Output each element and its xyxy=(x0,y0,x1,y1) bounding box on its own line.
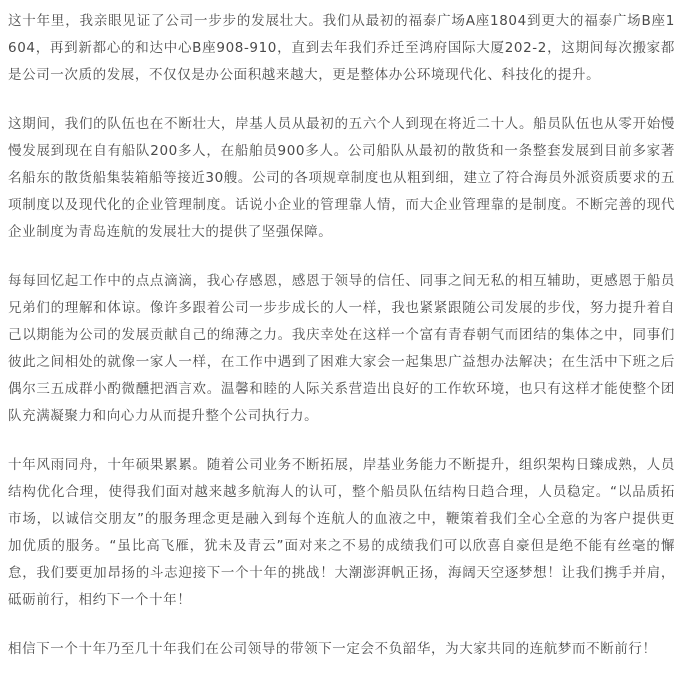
paragraph-5: 相信下一个十年乃至几十年我们在公司领导的带领下一定会不负韶华，为大家共同的连航梦而不断前行！ xyxy=(8,641,657,657)
paragraph-4: 十年风雨同舟，十年硕果累累。随着公司业务不断拓展，岸基业务能力不断提升，组织架构日臻成熟，人员结构优化合理，使得我们面对越来越多航海人的认可，整个船员队伍结构日趋合理，人员稳定。“以品质拓市场，以诚信交朋友”的服务理念更是融入到每个连航人的血液之中，鞭策着我们全心全意的为客户提供更加优质的服务。“虽比高飞雁，犹未及青云”面对来之不易的成绩我们可以欣喜自豪但是绝不能有丝毫的懈怠，我们要更加昂扬的斗志迎接下一个十年的挑战！大潮澎湃帆正扬，海阔天空逐梦想！让我们携手并肩，砥砺前行，相约下一个十年！ xyxy=(8,457,675,608)
paragraph-1: 这十年里，我亲眼见证了公司一步步的发展壮大。我们从最初的福泰广场A座1804到更大的福泰广场B座1604，再到新都心的和达中心B座908-910，直到去年我们乔迁至鸿府国际大厦202-2，这期间每次搬家都是公司一次质的发展，不仅仅是办公面积越来越大，更是整体办公环境现代化、科技化的提升。 xyxy=(8,13,675,83)
paragraph-3: 每每回忆起工作中的点点滴滴，我心存感恩，感恩于领导的信任、同事之间无私的相互辅助，更感恩于船员兄弟们的理解和体谅。像许多跟着公司一步步成长的人一样，我也紧紧跟随公司发展的步伐，努力提升着自己以期能为公司的发展贡献自己的绵薄之力。我庆幸处在这样一个富有青春朝气而团结的集体之中，同事们彼此之间相处的就像一家人一样，在工作中遇到了困难大家会一起集思广益想办法解决；在生活中下班之后偶尔三五成群小酌微醺把酒言欢。温馨和睦的人际关系营造出良好的工作软环境，也只有这样才能使整个团队充满凝聚力和向心力从而提升整个公司执行力。 xyxy=(8,273,675,424)
paragraph-2: 这期间，我们的队伍也在不断壮大，岸基人员从最初的五六个人到现在将近二十人。船员队伍也从零开始慢慢发展到现在自有船队200多人，在船舶员900多人。公司船队从最初的散货和一条整套发展到目前多家著名船东的散货船集装箱船等接近30艘。公司的各项规章制度也从粗到细，建立了符合海员外派资质要求的五项制度以及现代化的企业管理制度。话说小企业的管理靠人情，而大企业管理靠的是制度。不断完善的现代企业制度为青岛连航的发展壮大的提供了坚强保障。 xyxy=(8,116,675,240)
